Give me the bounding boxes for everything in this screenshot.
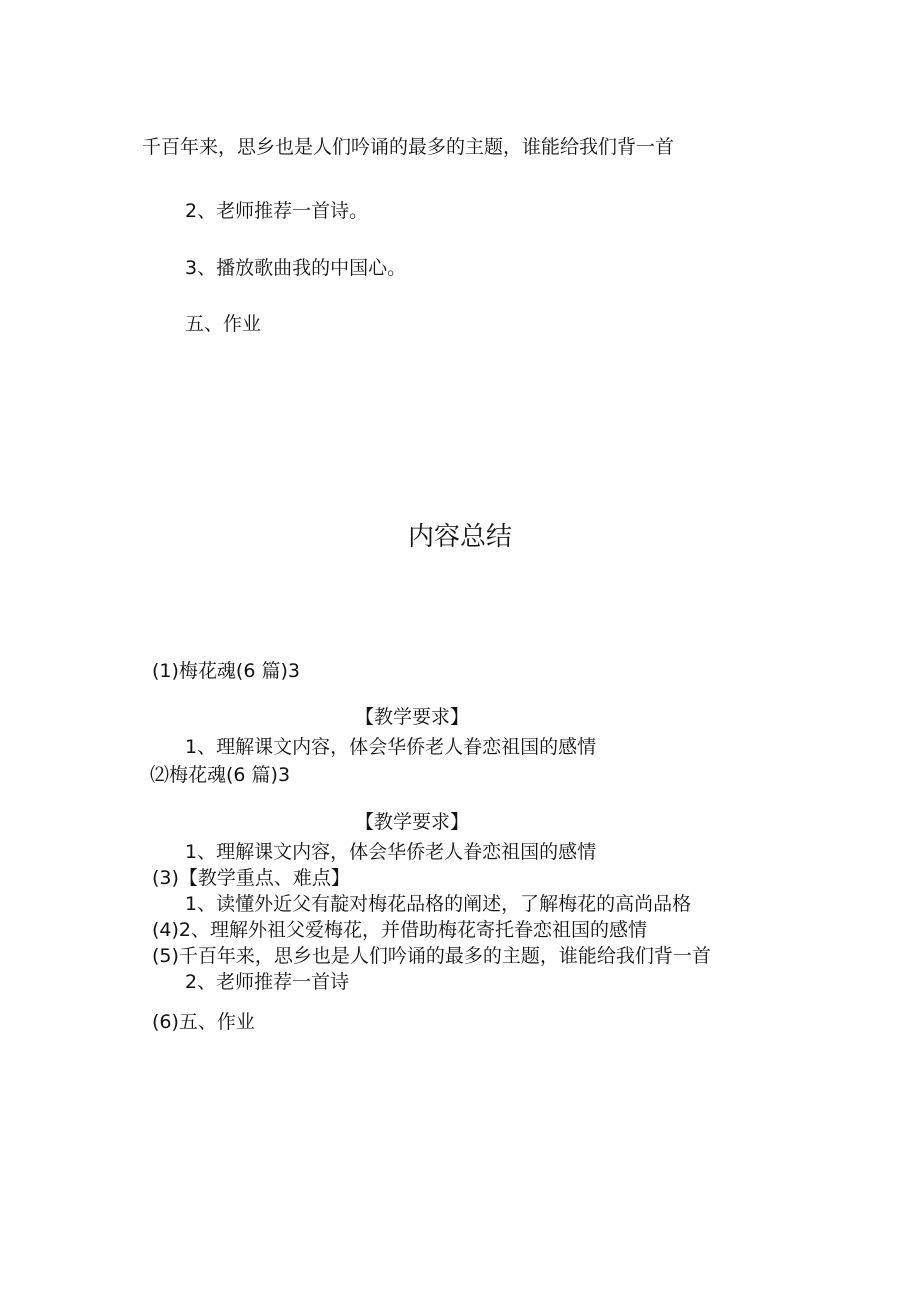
list-item: 2、老师推荐一首诗。 bbox=[185, 200, 369, 222]
summary-line: 2、老师推荐一首诗 bbox=[185, 971, 350, 993]
summary-title: 内容总结 bbox=[407, 522, 512, 552]
intro-paragraph: 千百年来，思乡也是人们吟诵的最多的主题，谁能给我们背一首 bbox=[142, 136, 675, 158]
summary-line: ⑵梅花魂(6 篇)3 bbox=[150, 764, 291, 786]
summary-line: 1、理解课文内容，体会华侨老人眷恋祖国的感情 bbox=[185, 736, 597, 758]
summary-line: (6)五、作业 bbox=[152, 1011, 255, 1033]
section-heading: 五、作业 bbox=[185, 313, 262, 335]
summary-line: (4)2、理解外祖父爱梅花，并借助梅花寄托眷恋祖国的感情 bbox=[152, 919, 648, 941]
list-item: 3、播放歌曲我的中国心。 bbox=[185, 257, 407, 279]
summary-line: 1、理解课文内容，体会华侨老人眷恋祖国的感情 bbox=[185, 841, 597, 863]
summary-line: (3)【教学重点、难点】 bbox=[152, 867, 350, 889]
summary-subheading: 【教学要求】 bbox=[355, 811, 470, 833]
summary-subheading: 【教学要求】 bbox=[355, 706, 470, 728]
summary-line: (5)千百年来，思乡也是人们吟诵的最多的主题，谁能给我们背一首 bbox=[152, 945, 711, 967]
summary-line: (1)梅花魂(6 篇)3 bbox=[152, 660, 300, 682]
summary-line: 1、读懂外近父有靛对梅花品格的阐述，了解梅花的高尚品格 bbox=[185, 893, 692, 915]
